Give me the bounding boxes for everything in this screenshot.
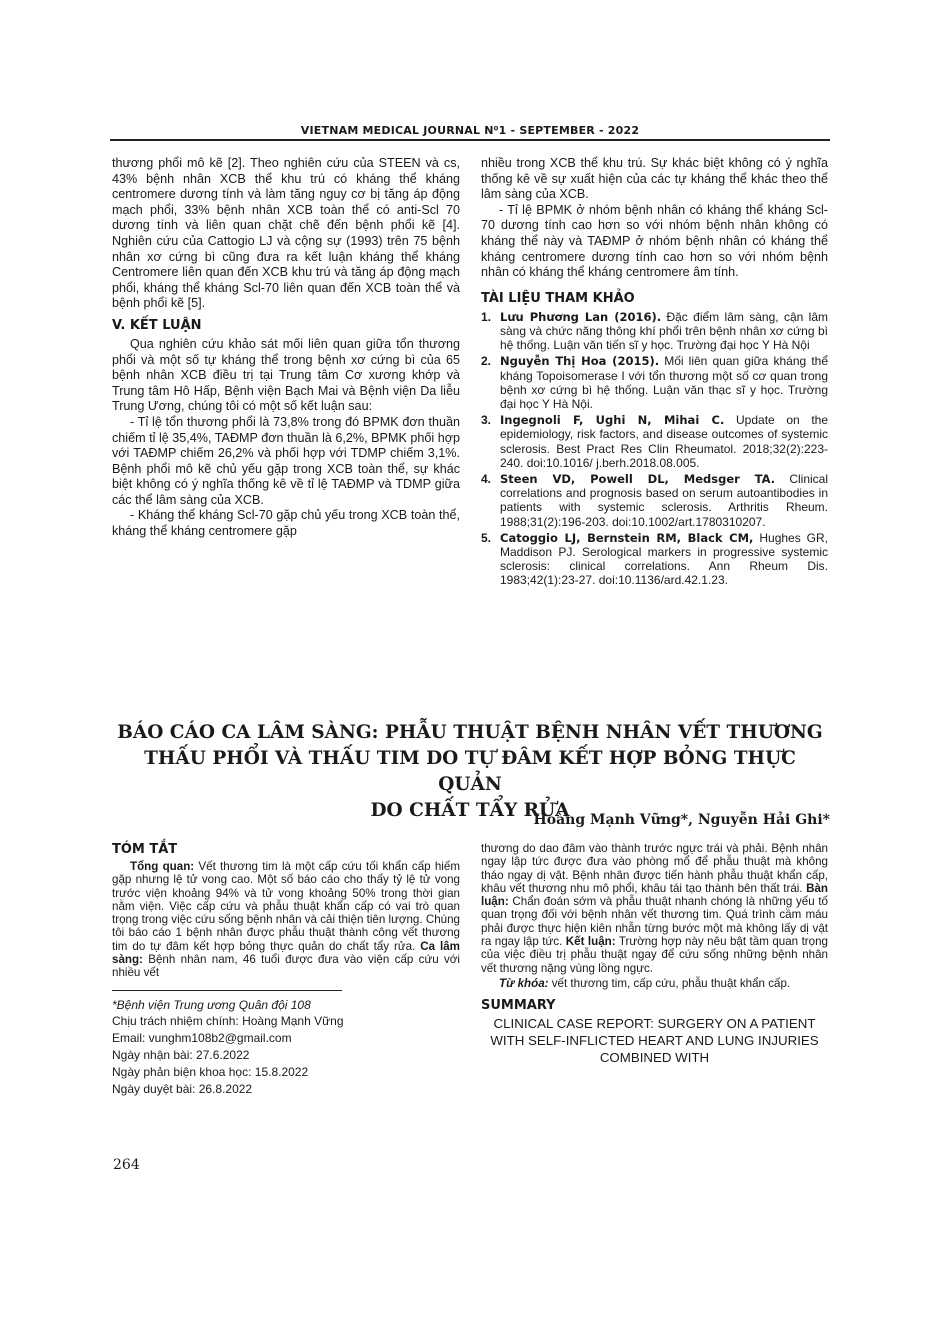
summary-heading: SUMMARY [481,998,556,1014]
affiliation: *Bệnh viện Trung ương Quân đội 108 [112,997,311,1012]
reference-list [481,310,828,588]
conclusion-point-1: - Tỉ lệ tổn thương phổi là 73,8% trong đó BPMK đơn thuần chiếm tỉ lệ 35,4%, TAĐMP đơn thuần là 6,2%, BPMK phối hợp với TAĐMP chiếm 26,2% và phối hợp với TDMP chiếm 3,1%. Bệnh phổi mô kẽ chủ yếu gặp trong XCB toàn thể, sự khác biệt không có ý nghĩa thống kê về tỉ lệ TAĐMP và TDMP giữa các thể lâm sàng của XCB. [112,414,460,507]
abstract-right [481,842,828,1066]
conclusion-continued: nhiều trong XCB thể khu trú. Sự khác biệt không có ý nghĩa thống kê về sự xuất hiện của các tự kháng thể khác theo thể lâm sàng của XCB. [481,156,828,202]
keywords: Từ khóa: vết thương tim, cấp cứu, phẫu thuật khẩn cấp. [499,976,791,990]
reference-item: 3. Ingegnoli F, Ughi N, Mihai C. Update on the epidemiology, risk factors, and disease outcomes of systemic sclerosis. Best Pract Res Clin Rheumatol. 2018;32(2):223-240. doi:10.1016/ j.berh.2018.08.005. [481,413,828,470]
journal-header: VIETNAM MEDICAL JOURNAL N⁰1 - SEPTEMBER - 2022 [300,124,640,137]
right-column [481,156,828,590]
received-date: Ngày nhận bài: 27.6.2022 [112,1048,250,1063]
article-title: BÁO CÁO CA LÂM SÀNG: PHẪU THUẬT BỆNH NHÂN VẾT THƯƠNG THẤU PHỔI VÀ THẤU TIM DO TỰ ĐÂM KẾT HỢP BỎNG THỰC QUẢN DO CHẤT TẨY RỬA [117,722,823,821]
discussion-paragraph: thương phổi mô kẽ [2]. Theo nghiên cứu của STEEN và cs, 43% bệnh nhân XCB thể khu trú có kháng thể kháng centromere dương tính và làm tăng nguy cơ bị tăng áp động mạch phổi, 33% bệnh nhân XCB toàn thể có anti-Scl 70 dương tính và liên quan chặt chẽ đến bệnh phổi kẽ [4]. Nghiên cứu của Cattogio LJ và cộng sự (1993) trên 75 bệnh nhân xơ cứng bì cũng đưa ra kết luận kháng thể kháng Centromere liên quan đến XCB khu trú và tăng áp động mạch phổi, kháng thể kháng Scl-70 liên quan đến XCB toàn thể và bệnh phổi kẽ [5]. [112,156,460,311]
footnote-rule [112,990,342,991]
abstract-paragraph: Tổng quan: Vết thương tim là một cấp cứu tối khẩn cấp hiếm gặp nhưng lệ tử vong cao. Một số báo cáo cho thấy tỷ lệ tử vong trước viện khoảng 94% và tử vong khoảng 50% trong thời gian nằm viện. Việc cấp cứu và phẫu thuật khẩn cấp có vai trò quan trọng trong việc cứu sống bệnh nhân và cải thiện tiên lượng. Chúng tôi báo cáo 1 bệnh nhân được phẫu thuật thành công vết thương tim do tự đâm kết hợp bỏng thực quản do chất tẩy rửa. Ca lâm sàng: Bệnh nhân nam, 46 tuổi được đưa vào viện cấp cứu với nhiều vết [112,860,460,980]
article-authors: Hoàng Mạnh Vững*, Nguyễn Hải Ghi* [533,812,830,828]
conclusion-point-2: - Kháng thể kháng Scl-70 gặp chủ yếu trong XCB toàn thể, kháng thể kháng centromere gặp [112,508,460,539]
abstract-left [112,842,460,1097]
conclusion-heading: V. KẾT LUẬN [112,317,202,333]
reference-item: 1. Lưu Phương Lan (2016). Đặc điểm lâm sàng, cận lâm sàng và chức năng thông khí phổi trên bệnh nhân xơ cứng bì hệ thống. Luận văn tiến sĩ y học. Trường đại học Y Hà Nội [481,309,828,353]
summary-title: CLINICAL CASE REPORT: SURGERY ON A PATIENT WITH SELF-INFLICTED HEART AND LUNG INJURIES COMBINED WITH [490,1016,819,1066]
abstract-heading: TÓM TẮT [112,842,178,857]
reference-item: 5. Catoggio LJ, Bernstein RM, Black CM, Hughes GR, Maddison PJ. Serological markers in progressive systemic sclerosis: clinical correlations. Ann Rheum Dis. 1983;42(1):23-27. doi:10.1136/ard.42.1.23. [481,530,828,588]
footnotes [112,997,460,1098]
accepted-date: Ngày duyệt bài: 26.8.2022 [112,1081,253,1096]
left-column [112,156,460,540]
references-heading: TÀI LIỆU THAM KHẢO [481,290,635,306]
reference-item: 4. Steen VD, Powell DL, Medsger TA. Clinical correlations and prognosis based on serum autoantibodies in patients with systemic sclerosis. Arthritis Rheum. 1988;31(2):196-203. doi:10.1002/art.1780310207. [481,471,828,529]
email: Email: vunghm108b2@gmail.com [112,1031,292,1046]
corresponding-author: Chịu trách nhiệm chính: Hoàng Mạnh Vững [112,1014,344,1029]
abstract-continued: thương do dao đâm vào thành trước ngực trái và phải. Bệnh nhân ngay lập tức được đưa vào phòng mổ để phẫu thuật mà không tháo ngay dị vật. Bệnh nhân được tiến hành phẫu thuật khẩn cấp, khâu vết thương nhu mô phổi, khâu tái tạo thành bên thất trái. Bàn luận: Chẩn đoán sớm và phẫu thuật nhanh chóng là những yếu tố quan trọng đối với bệnh nhân vết thương tim. Quá trình cầm máu phải được thực hiện kiên nhẫn từng bước một mà không lấy dị vật ra ngay lập tức. Kết luận: Trường hợp này nêu bật tầm quan trọng của việc điều trị phẫu thuật ngay để cứu sống những bệnh nhân vết thương nặng vùng lồng ngực. [481,842,829,975]
review-date: Ngày phản biện khoa học: 15.8.2022 [112,1064,309,1079]
conclusion-point-3: - Tỉ lệ BPMK ở nhóm bệnh nhân có kháng thể kháng Scl-70 dương tính cao hơn so với nhóm bệnh nhân không có kháng thể này và TAĐMP ở nhóm bệnh nhân có kháng thể kháng centromere dương tính cao hơn so với nhóm bệnh nhân có kháng thể kháng centromere âm tính. [481,202,828,280]
conclusion-intro: Qua nghiên cứu khảo sát mối liên quan giữa tổn thương phổi và một số tự kháng thể trong bệnh xơ cứng bì của 65 bệnh nhân XCB điều trị tại Trung tâm Cơ xương khớp và Trung tâm Hô Hấp, Bệnh viện Bạch Mai và Bệnh viện Da liễu Trung Ương, chúng tôi có một số kết luận sau: [112,336,460,414]
reference-item: 2. Nguyễn Thị Hoa (2015). Mối liên quan giữa kháng thể kháng Topoisomerase I với tổn thương một số cơ quan trong bệnh xơ cứng bì hệ thống. Luận văn thạc sĩ y học. Trường đại học Y Hà Nội. [481,354,828,411]
header-rule [110,139,830,141]
page-number: 264 [113,1157,140,1173]
